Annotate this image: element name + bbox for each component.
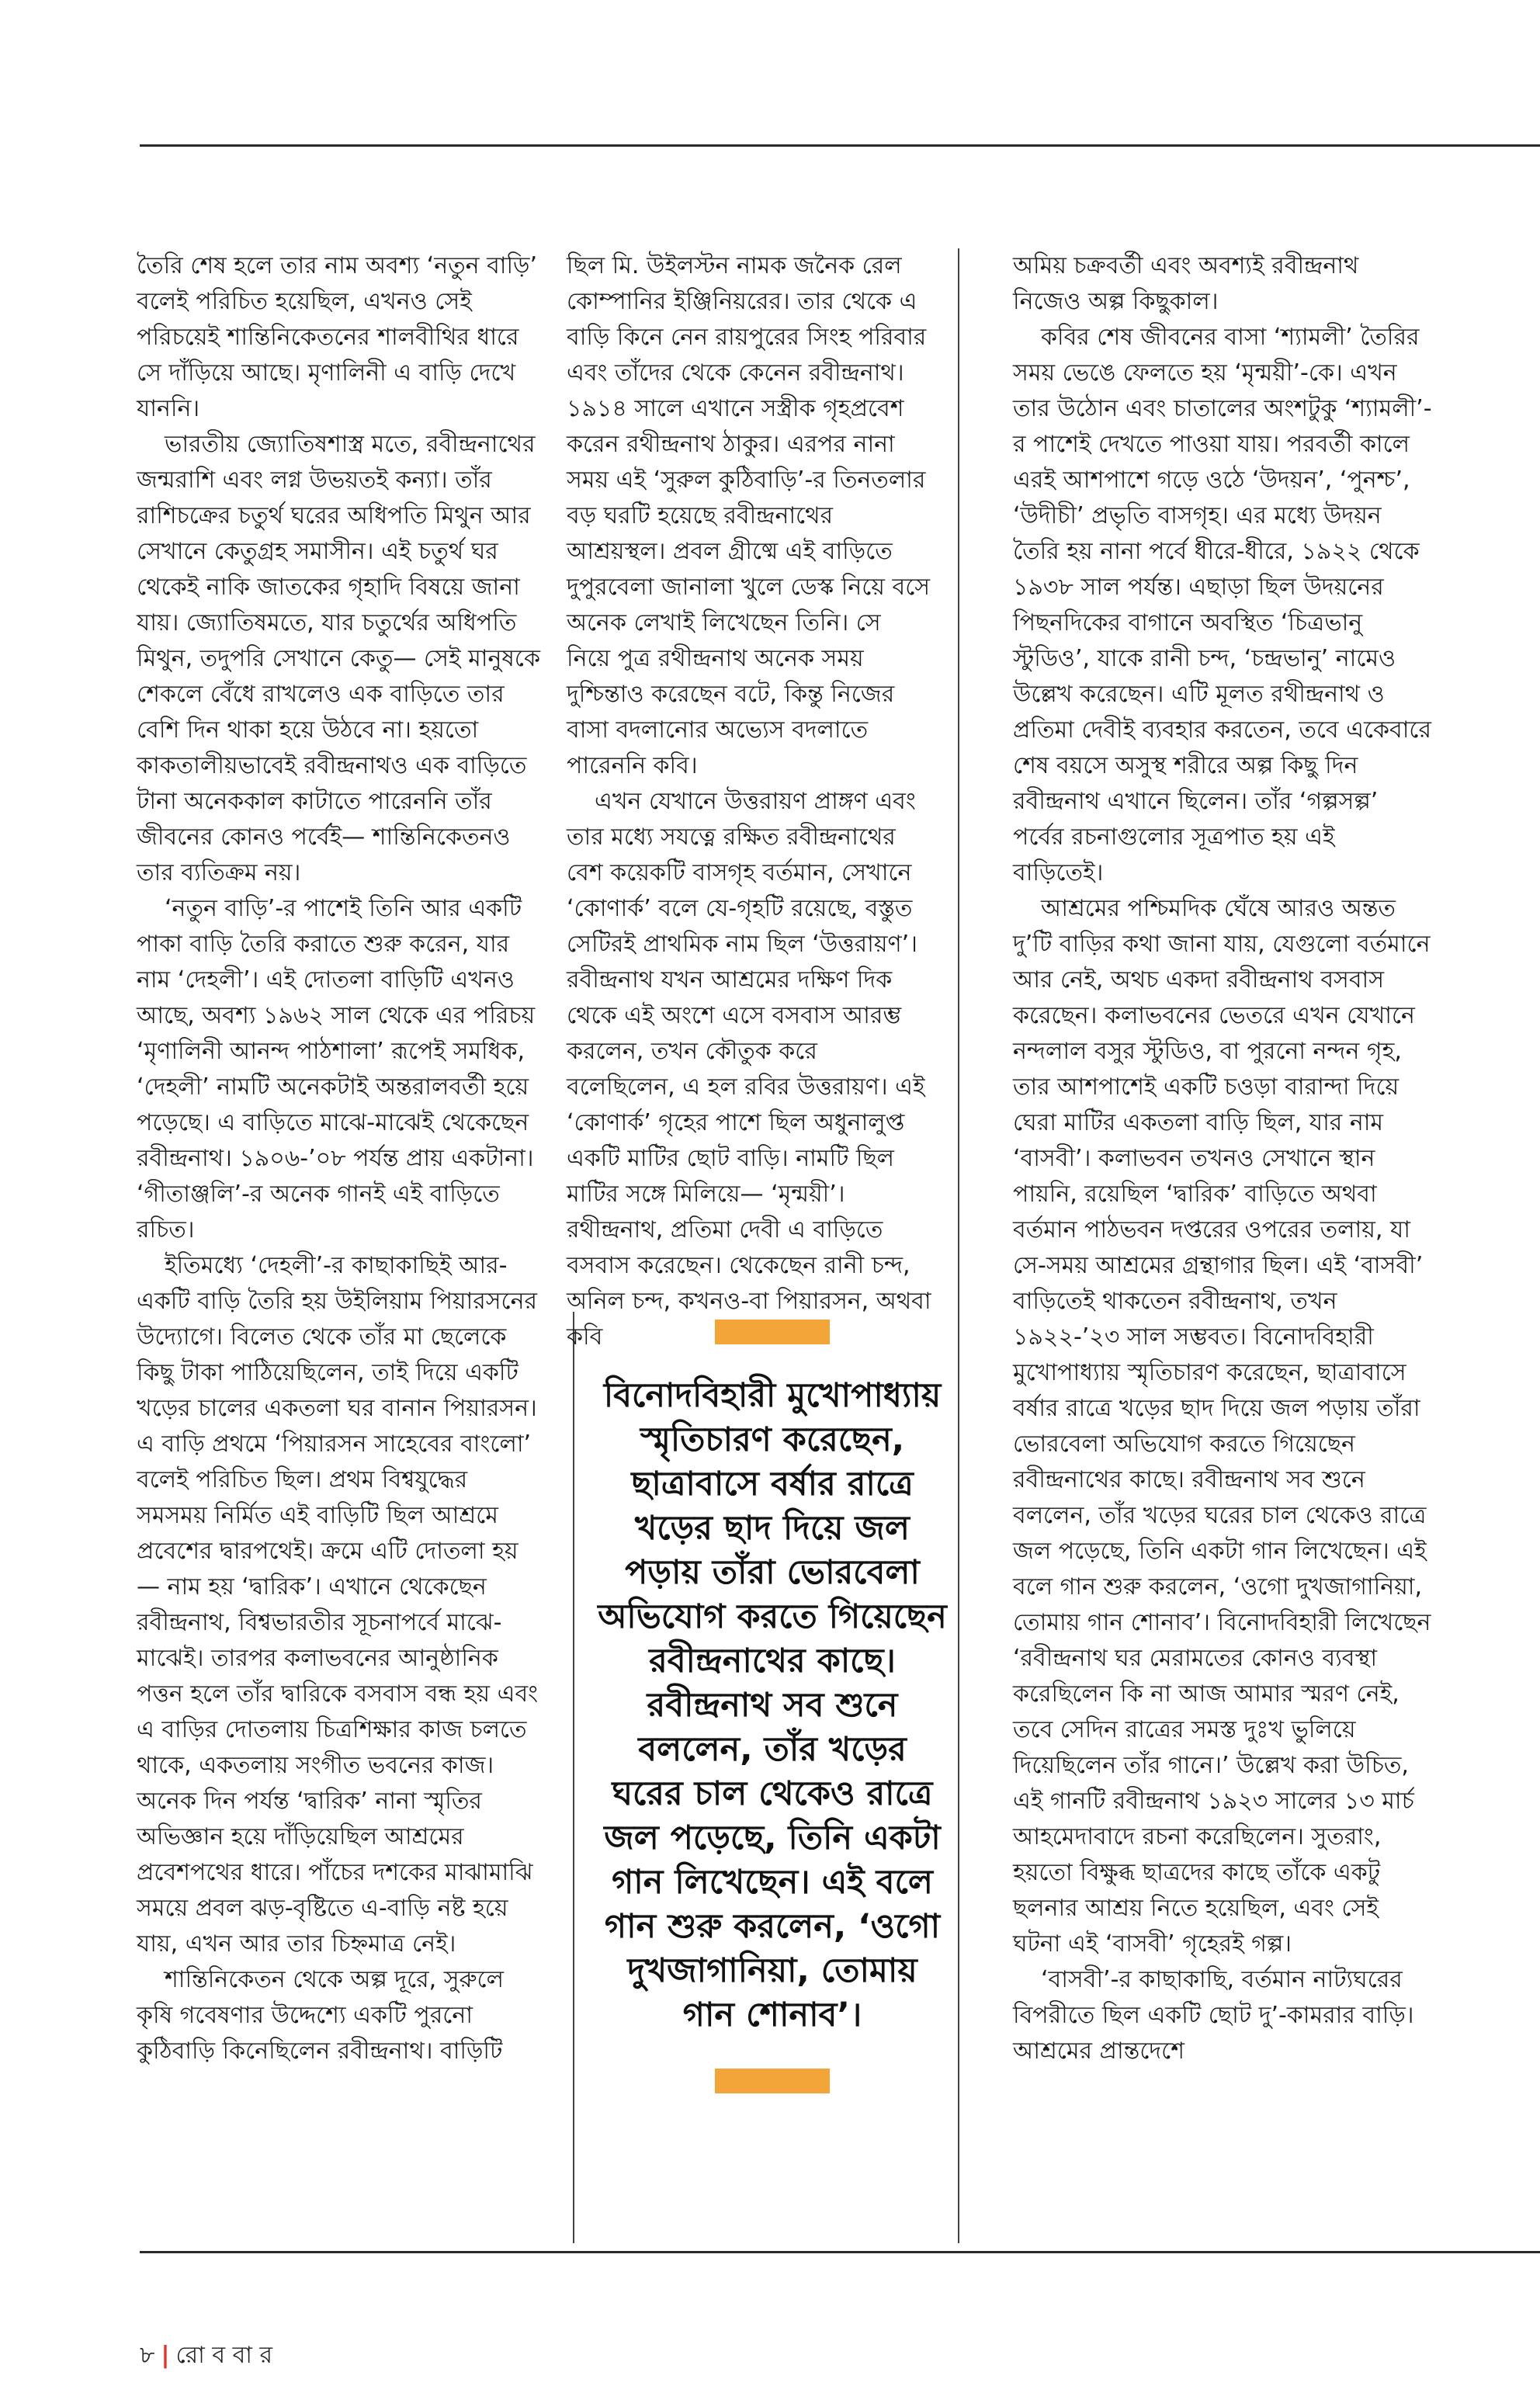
paragraph: শান্তিনিকেতন থেকে অল্প দূরে, সুরুলে কৃষি গবেষণার উদ্দেশ্যে একটি পুরনো কুঠিবাড়ি কিনেছিলেন রবীন্দ্রনাথ। বাড়িটি <box>137 1966 504 2065</box>
article-column-1 <box>137 248 540 2069</box>
paragraph: এখন যেখানে উত্তরায়ণ প্রাঙ্গণ এবং তার মধ্যে সযত্নে রক্ষিত রবীন্দ্রনাথের বেশ কয়েকটি বাসগৃহ বর্তমান, সেখানে ‘কোণার্ক’ বলে যে-গৃহটি রয়েছে, বস্তুত সেটিরই প্রাথমিক নাম ছিল ‘উত্তরায়ণ’। রবীন্দ্রনাথ যখন আশ্রমের দক্ষিণ দিক থেকে এই অংশে এসে বসবাস আরম্ভ করলেন, তখন কৌতুক করে বলেছিলেন, এ হল রবির উত্তরায়ণ। এই ‘কোণার্ক’ গৃহের পাশে ছিল অধুনালুপ্ত একটি মাটির ছোট বাড়ি। নামটি ছিল মাটির সঙ্গে মিলিয়ে— ‘মৃন্ময়ী’। রথীন্দ্রনাথ, প্রতিমা দেবী এ বাড়িতে বসবাস করেছেন। থেকেছেন রানী চন্দ, অনিল চন্দ, কখনও-বা পিয়ারসন, অথবা কবি <box>567 788 931 1351</box>
top-rule <box>140 144 1540 147</box>
magazine-name: রো ব বা র <box>175 2342 273 2369</box>
page-footer <box>140 2336 272 2376</box>
column-divider-2 <box>958 248 959 2243</box>
accent-bar-top <box>715 1320 830 1344</box>
paragraph: কবির শেষ জীবনের বাসা ‘শ্যামলী’ তৈরির সময় ভেঙে ফেলতে হয় ‘মৃন্ময়ী’-কে। এখন তার উঠোন এবং চাতালের অংশটুকু ‘শ্যামলী’-র পাশেই দেখতে পাওয়া যায়। পরবর্তী কালে এরই আশপাশে গড়ে ওঠে ‘উদয়ন’, ‘পুনশ্চ’, ‘উদীচী’ প্রভৃতি বাসগৃহ। এর মধ্যে উদয়ন তৈরি হয় নানা পর্বে ধীরে-ধীরে, ১৯২২ থেকে ১৯৩৮ সাল পর্যন্ত। এছাড়া ছিল উদয়নের পিছনদিকের বাগানে অবস্থিত ‘চিত্রভানু স্টুডিও’, যাকে রানী চন্দ, ‘চন্দ্রভানু’ নামেও উল্লেখ করেছেন। এটি মূলত রথীন্দ্রনাথ ও প্রতিমা দেবীই ব্যবহার করতেন, তবে একেবারে শেষ বয়সে অসুস্থ শরীরে অল্প কিছু দিন রবীন্দ্রনাথ এখানে ছিলেন। তাঁর ‘গল্পসল্প’ পর্বের রচনাগুলোর সূত্রপাত হয় এই বাড়িতেই। <box>1013 324 1432 886</box>
paragraph: ভারতীয় জ্যোতিষশাস্ত্র মতে, রবীন্দ্রনাথের জন্মরাশি এবং লগ্ন উভয়তই কন্যা। তাঁর রাশিচক্রের চতুর্থ ঘরের অধিপতি মিথুন আর সেখানে কেতুগ্রহ সমাসীন। এই চতুর্থ ঘর থেকেই নাকি জাতকের গৃহাদি বিষয়ে জানা যায়। জ্যোতিষমতে, যার চতুর্থের অধিপতি মিথুন, তদুপরি সেখানে কেতু— সেই মানুষকে শেকলে বেঁধে রাখলেও এক বাড়িতে তার বেশি দিন থাকা হয়ে উঠবে না। হয়তো কাকতালীয়ভাবেই রবীন্দ্রনাথও এক বাড়িতে টানা অনেককাল কাটাতে পারেননি তাঁর জীবনের কোনও পর্বেই— শান্তিনিকেতনও তার ব্যতিক্রম নয়। <box>137 431 540 886</box>
accent-bar-bottom <box>715 2069 830 2093</box>
paragraph: ‘বাসবী’-র কাছাকাছি, বর্তমান নাট্যঘরের বিপরীতে ছিল একটি ছোট দু’-কামরার বাড়ি। আশ্রমের প্রান্তদেশে <box>1013 1966 1414 2065</box>
bottom-rule <box>140 2251 1540 2253</box>
paragraph: ‘নতুন বাড়ি’-র পাশেই তিনি আর একটি পাকা বাড়ি তৈরি করাতে শুরু করেন, যার নাম ‘দেহলী’। এই দোতলা বাড়িটি এখনও আছে, অবশ্য ১৯৬২ সাল থেকে এর পরিচয় ‘মৃণালিনী আনন্দ পাঠশালা’ রূপেই সমধিক, ‘দেহলী’ নামটি অনেকটাই অন্তরালবর্তী হয়ে পড়েছে। এ বাড়িতে মাঝে-মাঝেই থেকেছেন রবীন্দ্রনাথ। ১৯০৬-’০৮ পর্যন্ত প্রায় একটানা। ‘গীতাঞ্জলি’-র অনেক গানই এই বাড়িতে রচিত। <box>137 895 536 1243</box>
footer-separator: | <box>161 2342 170 2369</box>
article-column-3 <box>1013 248 1432 2069</box>
paragraph: অমিয় চক্রবর্তী এবং অবশ্যই রবীন্দ্রনাথ নিজেও অল্প কিছুকাল। <box>1013 252 1359 315</box>
paragraph: ইতিমধ্যে ‘দেহলী’-র কাছাকাছিই আর-একটি বাড়ি তৈরি হয় উইলিয়াম পিয়ারসনের উদ্যোগে। বিলেত থেকে তাঁর মা ছেলেকে কিছু টাকা পাঠিয়েছিলেন, তাই দিয়ে একটি খড়ের চালের একতলা ঘর বানান পিয়ারসন। এ বাড়ি প্রথমে ‘পিয়ারসন সাহেবের বাংলো’ বলেই পরিচিত ছিল। প্রথম বিশ্বযুদ্ধের সমসময় নির্মিত এই বাড়িটি ছিল আশ্রমে প্রবেশের দ্বারপথেই। ক্রমে এটি দোতলা হয়— নাম হয় ‘দ্বারিক’। এখানে থেকেছেন রবীন্দ্রনাথ, বিশ্বভারতীর সূচনাপর্বে মাঝে-মাঝেই। তারপর কলাভবনের আনুষ্ঠানিক পত্তন হলে তাঁর দ্বারিকে বসবাস বন্ধ হয় এবং এ বাড়ির দোতলায় চিত্রশিক্ষার কাজ চলতে থাকে, একতলায় সংগীত ভবনের কাজ। অনেক দিন পর্যন্ত ‘দ্বারিক’ নানা স্মৃতির অভিজ্ঞান হয়ে দাঁড়িয়েছিল আশ্রমের প্রবেশপথের ধারে। পাঁচের দশকের মাঝামাঝি সময়ে প্রবল ঝড়-বৃষ্টিতে এ-বাড়ি নষ্ট হয়ে যায়, এখন আর তার চিহ্নমাত্র নেই। <box>137 1252 539 1958</box>
page-number: ৮ <box>140 2342 155 2369</box>
paragraph: আশ্রমের পশ্চিমদিক ঘেঁষে আরও অন্তত দু’টি বাড়ির কথা জানা যায়, যেগুলো বর্তমানে আর নেই, অথচ একদা রবীন্দ্রনাথ বসবাস করেছেন। কলাভবনের ভেতরে এখন যেখানে নন্দলাল বসুর স্টুডিও, বা পুরনো নন্দন গৃহ, তার আশপাশেই একটি চওড়া বারান্দা দিয়ে ঘেরা মাটির একতলা বাড়ি ছিল, যার নাম ‘বাসবী’। কলাভবন তখনও সেখানে স্থান পায়নি, রয়েছিল ‘দ্বারিক’ বাড়িতে অথবা বর্তমান পাঠভবন দপ্তরের ওপরের তলায়, যা সে-সময় আশ্রমের গ্রন্থাগার ছিল। এই ‘বাসবী’ বাড়িতেই থাকতেন রবীন্দ্রনাথ, তখন ১৯২২-’২৩ সাল সম্ভবত। বিনোদবিহারী মুখোপাধ্যায় স্মৃতিচারণ করেছেন, ছাত্রাবাসে বর্ষার রাত্রে খড়ের ছাদ দিয়ে জল পড়ায় তাঁরা ভোরবেলা অভিযোগ করতে গিয়েছেন রবীন্দ্রনাথের কাছে। রবীন্দ্রনাথ সব শুনে বললেন, তাঁর খড়ের ঘরের চাল থেকেও রাত্রে জল পড়েছে, তিনি একটা গান লিখেছেন। এই বলে গান শুরু করলেন, ‘ওগো দুখজাগানিয়া, তোমায় গান শোনাব’। বিনোদবিহারী লিখেছেন ‘রবীন্দ্রনাথ ঘর মেরামতের কোনও ব্যবস্থা করেছিলেন কি না আজ আমার স্মরণ নেই, তবে সেদিন রাত্রের সমস্ত দুঃখ ভুলিয়ে দিয়েছিলেন তাঁর গানে।’ উল্লেখ করা উচিত, এই গানটি রবীন্দ্রনাথ ১৯২৩ সালের ১৩ মার্চ আহমেদাবাদে রচনা করেছিলেন। সুতরাং, হয়তো বিক্ষুব্ধ ছাত্রদের কাছে তাঁকে একটু ছলনার আশ্রয় নিতে হয়েছিল, এবং সেই ঘটনা এই ‘বাসবী’ গৃহেরই গল্প। <box>1013 895 1431 1958</box>
article-column-2 <box>567 248 931 1355</box>
paragraph: ছিল মি. উইলস্টন নামক জনৈক রেল কোম্পানির ইঞ্জিনিয়রের। তার থেকে এ বাড়ি কিনে নেন রায়পুরের সিংহ পরিবার এবং তাঁদের থেকে কেনেন রবীন্দ্রনাথ। ১৯১৪ সালে এখানে সস্ত্রীক গৃহপ্রবেশ করেন রথীন্দ্রনাথ ঠাকুর। এরপর নানা সময় এই ‘সুরুল কুঠিবাড়ি’-র তিনতলার বড় ঘরটি হয়েছে রবীন্দ্রনাথের আশ্রয়স্থল। প্রবল গ্রীষ্মে এই বাড়িতে দুপুরবেলা জানালা খুলে ডেস্ক নিয়ে বসে অনেক লেখাই লিখেছেন তিনি। সে নিয়ে পুত্র রথীন্দ্রনাথ অনেক সময় দুশ্চিন্তাও করেছেন বটে, কিন্তু নিজের বাসা বদলানোর অভ্যেস বদলাতে পারেননি কবি। <box>567 252 931 779</box>
paragraph: তৈরি শেষ হলে তার নাম অবশ্য ‘নতুন বাড়ি’ বলেই পরিচিত হয়েছিল, এখনও সেই পরিচয়েই শান্তিনিকেতনের শালবীথির ধারে সে দাঁড়িয়ে আছে। মৃণালিনী এ বাড়ি দেখে যাননি। <box>137 252 538 422</box>
column-divider-1 <box>573 1312 574 2243</box>
pull-quote-text: বিনোদবিহারী মুখোপাধ্যায় স্মৃতিচারণ করেছেন, ছাত্রাবাসে বর্ষার রাত্রে খড়ের ছাদ দিয়ে জল পড়ায় তাঁরা ভোরবেলা অভিযোগ করতে গিয়েছেন রবীন্দ্রনাথের কাছে। রবীন্দ্রনাথ সব শুনে বললেন, তাঁর খড়ের ঘরের চাল থেকেও রাত্রে জল পড়েছে, তিনি একটা গান লিখেছেন। এই বলে গান শুরু করলেন, ‘ওগো দুখজাগানিয়া, তোমায় গান শোনাব’। <box>598 1376 947 2034</box>
pull-quote <box>598 1320 947 2093</box>
